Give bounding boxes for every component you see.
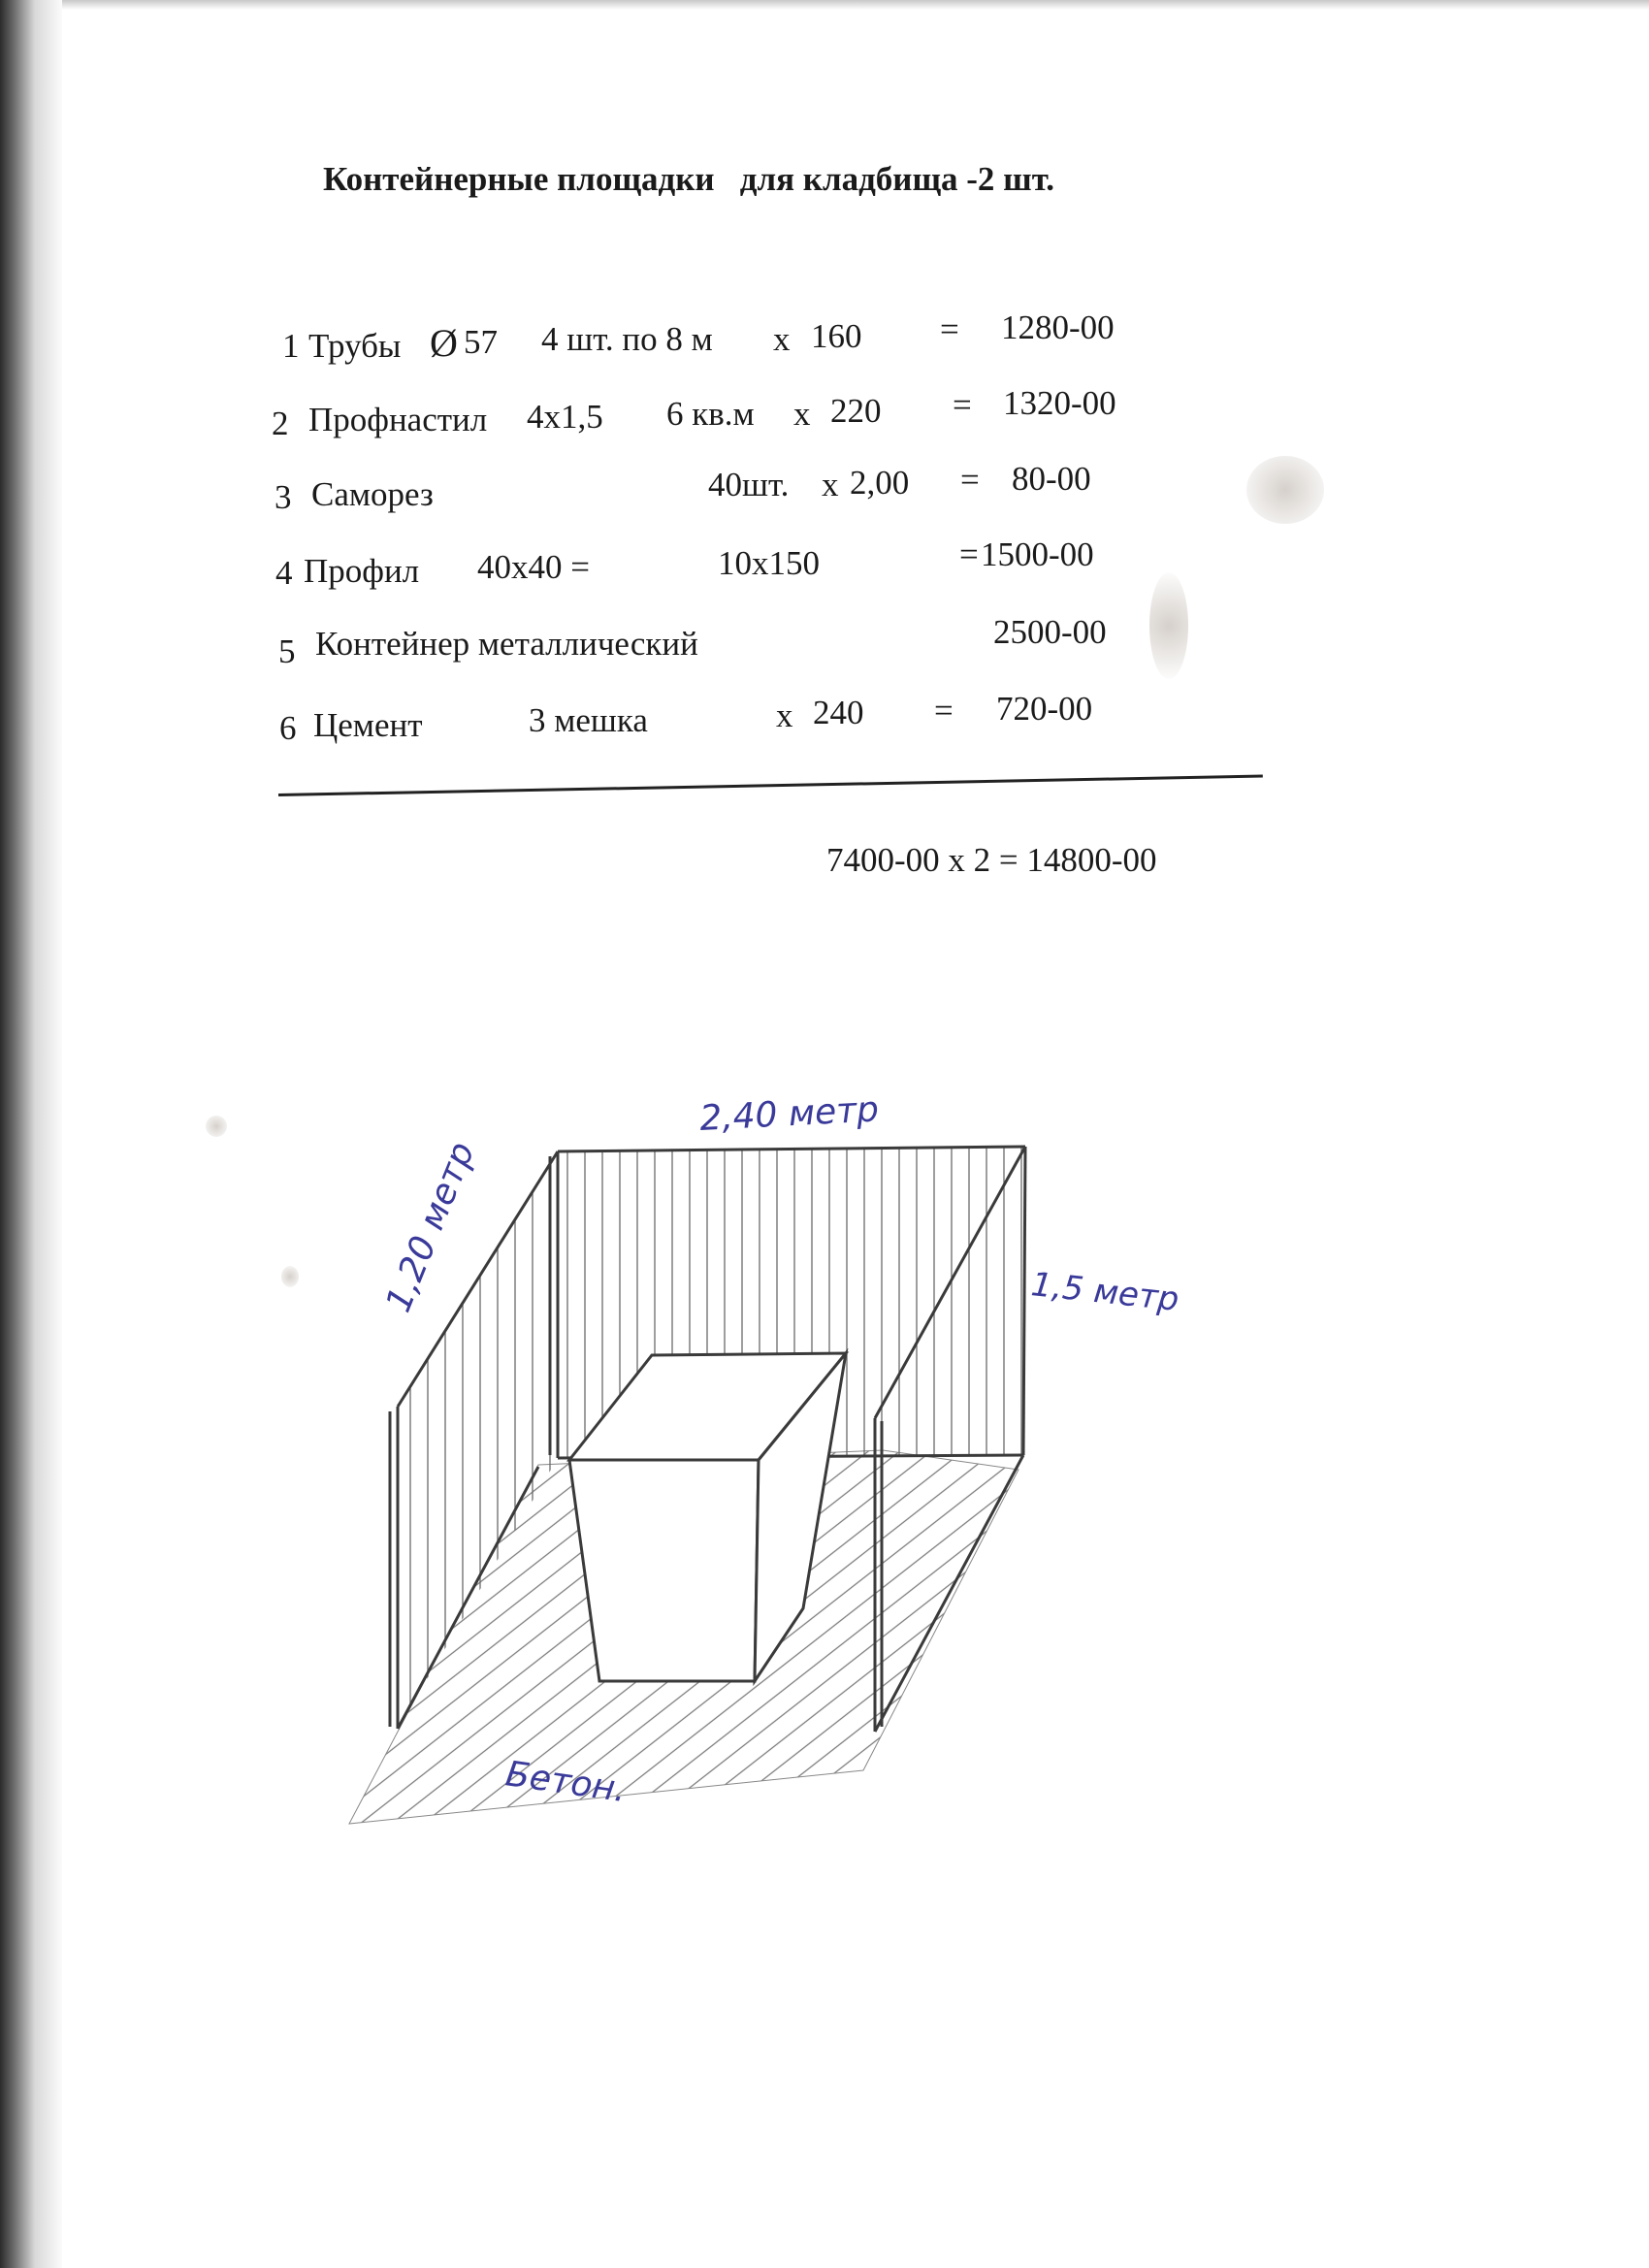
item-sum: 1500-00: [981, 535, 1094, 573]
item-sum: 720-00: [996, 690, 1093, 728]
item-sum: 2500-00: [993, 613, 1107, 651]
page-title: Контейнерные площадки для кладбища -2 шт.: [323, 160, 1055, 198]
item-qty: 6 кв.м: [666, 395, 755, 433]
item-number: 2: [272, 405, 289, 442]
item-number: 3: [275, 478, 292, 516]
item-equals: =: [934, 692, 954, 729]
diameter-symbol: Ø: [430, 321, 458, 365]
item-spec: 57: [464, 323, 498, 361]
item-times: x: [822, 466, 839, 503]
item-price: 2,00: [850, 464, 910, 502]
item-times: x: [776, 697, 793, 734]
item-name: Профнастил: [308, 401, 488, 438]
item-number: 5: [278, 632, 296, 670]
grand-total: 7400-00 х 2 = 14800-00: [826, 841, 1157, 879]
width-label: 2,40 метр: [698, 1089, 880, 1139]
item-name: Цемент: [313, 706, 423, 744]
item-price: 240: [813, 694, 864, 731]
item-qty: 3 мешка: [529, 701, 648, 739]
item-number: 1: [282, 327, 300, 365]
item-times: x: [773, 320, 791, 358]
item-sum: 80-00: [1012, 460, 1091, 498]
item-name: Профил: [304, 552, 420, 590]
depth-label: 1,20 метр: [378, 1136, 483, 1318]
item-number: 6: [279, 709, 297, 747]
item-equals: =: [940, 310, 959, 348]
item-spec: 40х40 =: [477, 548, 590, 586]
item-sum: 1280-00: [1001, 308, 1115, 346]
item-name: Контейнер металлический: [315, 625, 698, 663]
item-equals: =: [960, 461, 980, 499]
base-label: Бетон.: [502, 1754, 630, 1811]
item-qty: 10х150: [718, 544, 820, 582]
item-price: 220: [830, 392, 882, 430]
item-qty: 40шт.: [708, 466, 790, 503]
item-times: x: [793, 395, 811, 433]
item-equals: =: [959, 535, 979, 573]
item-name: Саморез: [311, 475, 434, 513]
item-number: 4: [275, 554, 293, 592]
height-label: 1,5 метр: [1029, 1265, 1181, 1319]
item-name: Трубы: [308, 327, 402, 365]
item-sum: 1320-00: [1003, 384, 1116, 422]
item-spec: 4х1,5: [527, 398, 603, 436]
item-equals: =: [953, 386, 972, 424]
item-qty: 4 шт. по 8 м: [541, 320, 713, 358]
item-price: 160: [811, 317, 862, 355]
